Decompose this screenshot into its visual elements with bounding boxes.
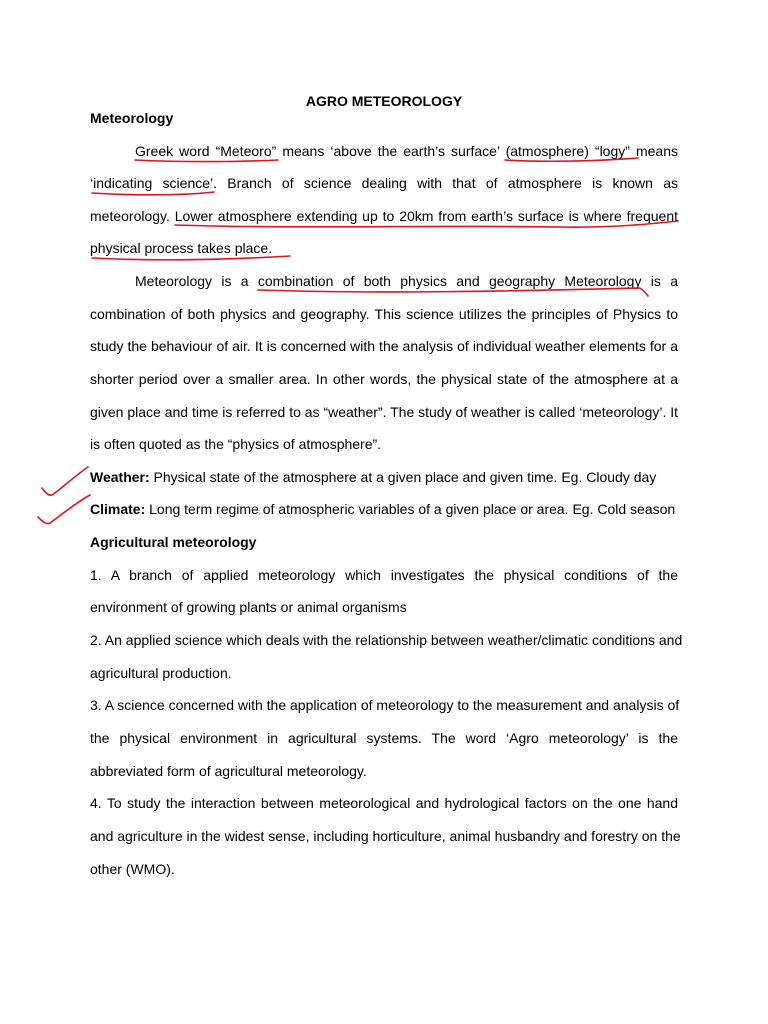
definition-line: abbreviated form of agricultural meteorology. (90, 763, 367, 779)
definition-line: environment of growing plants or animal organisms (90, 599, 407, 615)
paragraph-line: physical process takes place. (90, 240, 273, 256)
paragraph-line: given place and time is referred to as “weather”. The study of weather is called ‘meteorology’. It (90, 404, 679, 420)
weather-definition-text: Physical state of the atmosphere at a given place and given time. Eg. Cloudy day (149, 469, 657, 485)
document-title: AGRO METEOROLOGY (305, 93, 463, 109)
definition-line: and agriculture in the widest sense, including horticulture, animal husbandry and forestry on the (90, 828, 681, 844)
weather-term: Weather: (90, 469, 150, 485)
checkmark-weather (42, 467, 88, 495)
definition-line: 1. A branch of applied meteorology which investigates the physical conditions of the (90, 567, 678, 583)
paragraph-line: Greek word “Meteoro” means ‘above the earth’s surface’ (atmosphere) “logy” means (135, 143, 678, 159)
definition-line: other (WMO). (90, 861, 175, 877)
paragraph-line: combination of both physics and geography. This science utilizes the principles of Physics to (90, 306, 678, 322)
paragraph-line: Meteorology is a combination of both physics and geography Meteorology is a (135, 273, 678, 289)
climate-definition-text: Long term regime of atmospheric variables of a given place or area. Eg. Cold season (145, 501, 676, 517)
climate-definition (90, 499, 678, 519)
definition-line: 3. A science concerned with the application of meteorology to the measurement and analysis of (90, 697, 680, 713)
definition-line: 4. To study the interaction between meteorological and hydrological factors on the one hand (90, 795, 678, 811)
weather-definition (90, 467, 678, 487)
checkmark-climate (38, 495, 90, 524)
paragraph-line: shorter period over a smaller area. In other words, the physical state of the atmosphere at a (90, 371, 678, 387)
section-heading-agricultural-meteorology: Agricultural meteorology (90, 534, 257, 550)
definition-line: agricultural production. (90, 665, 232, 681)
climate-term: Climate: (90, 501, 146, 517)
definition-line: 2. An applied science which deals with the relationship between weather/climatic conditions and (90, 632, 683, 648)
paragraph-line: is often quoted as the “physics of atmosphere”. (90, 436, 382, 452)
section-heading-meteorology: Meteorology (90, 110, 174, 126)
definition-line: the physical environment in agricultural systems. The word ‘Agro meteorology’ is the (90, 730, 678, 746)
paragraph-line: ‘indicating science’. Branch of science dealing with that of atmosphere is known as (90, 175, 678, 191)
paragraph-line: meteorology. Lower atmosphere extending up to 20km from earth’s surface is where frequent (90, 208, 678, 224)
paragraph-line: study the behaviour of air. It is concerned with the analysis of individual weather elements for a (90, 338, 678, 354)
